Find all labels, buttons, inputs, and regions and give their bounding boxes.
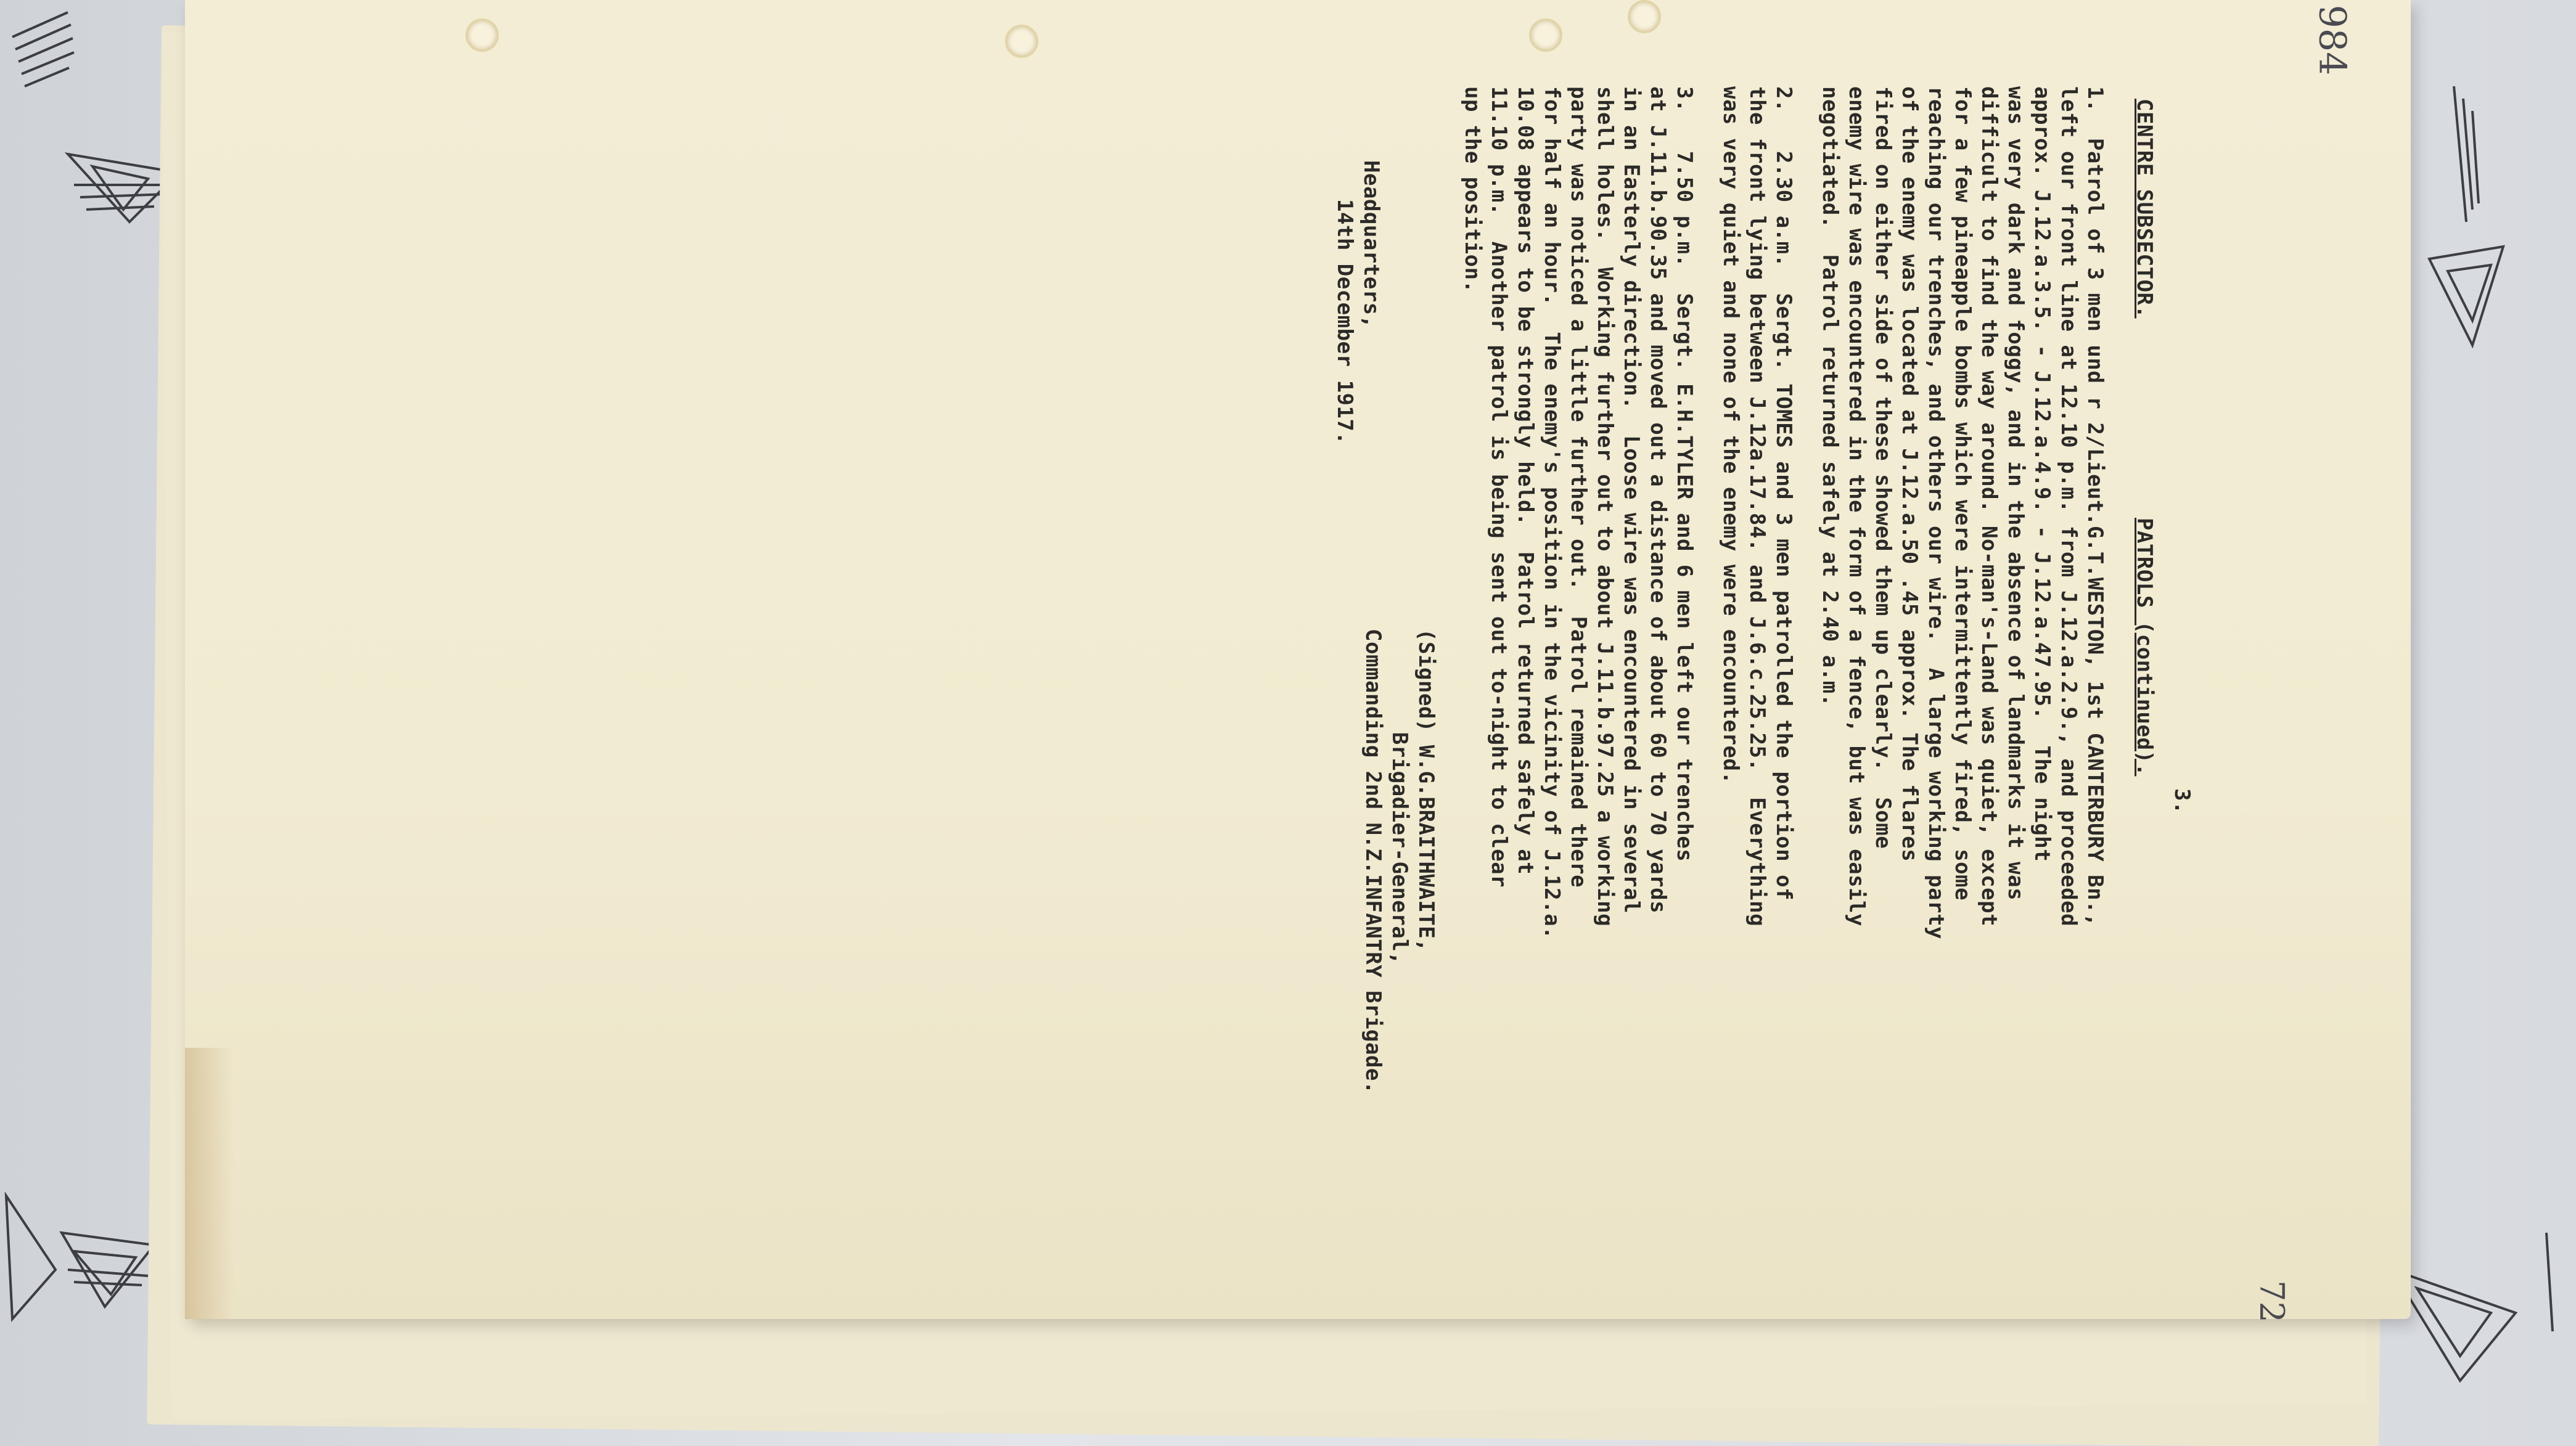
punch-hole xyxy=(1005,25,1038,58)
punch-hole xyxy=(466,18,499,52)
signature-line: (Signed) W.G.BRAITHWAITE, xyxy=(1414,629,1438,952)
text-line: was very quiet and none of the enemy were encountered. xyxy=(1718,86,1743,785)
footer-line: Headquarters, xyxy=(1359,160,1384,329)
signature-line: Commanding 2nd N.Z.INFANTRY Brigade. xyxy=(1361,629,1385,1094)
text-line: up the position. xyxy=(1460,86,1485,293)
punch-hole xyxy=(1628,0,1661,33)
text-line: for half an hour. The enemy's position in the vicinity of J.12.a. xyxy=(1540,86,1564,940)
signature-line: Brigadier-General, xyxy=(1387,629,1412,965)
text-line: 1. Patrol of 3 men und r 2/Lieut.G.T.WESTON, 1st CANTERBURY Bn., xyxy=(2083,86,2107,927)
text-line: 10.08 appears to be strongly held. Patrol returned safely at xyxy=(1513,86,1538,875)
text-line: for a few pineapple bombs which were intermittently fired, some xyxy=(1950,86,1975,901)
text-line: left our front line at 12.10 p.m. from J.12.a.2.9., and proceeded xyxy=(2056,86,2081,927)
text-line: party was noticed a little further out. Patrol remained there xyxy=(1566,86,1591,888)
text-line: the front lying between J.12a.17.84. and J.6.c.25.25. Everything xyxy=(1745,86,1770,927)
paragraph-3 xyxy=(1459,86,1697,1393)
folio-number-top: 984 xyxy=(2310,4,2354,76)
text-line: 11.10 p.m. Another patrol is being sent out to-night to clear xyxy=(1487,86,1511,888)
text-line: at J.11.b.90.35 and moved out a distance of about 60 to 70 yards xyxy=(1646,86,1670,914)
text-line: difficult to find the way around. No-man's-Land was quiet, except xyxy=(1977,86,2001,927)
edge-stain xyxy=(185,1048,234,1319)
punch-hole xyxy=(1529,18,1562,52)
text-line: shell holes. Working further out to about J.11.b.97.25 a working xyxy=(1593,86,1617,927)
footer-line: 14th December 1917. xyxy=(1332,160,1357,445)
text-line: approx. J.12.a.3.5. - J.12.a.4.9. - J.12.a.47.95. The night xyxy=(2030,86,2054,862)
paragraph-1 xyxy=(1816,86,2108,1393)
text-line: fired on either side of these showed them up clearly. Some xyxy=(1871,86,1895,849)
text-line: of the enemy was located at J.12.a.50 .45 approx. The flares xyxy=(1897,86,1922,862)
text-line: 3. 7.50 p.m. Sergt. E.H.TYLER and 6 men left our trenches xyxy=(1672,86,1697,862)
document-title: PATROLS (continued). xyxy=(2132,518,2157,777)
heading-row xyxy=(2114,86,2157,1393)
text-line: in an Easterly direction. Loose wire was encountered in several xyxy=(1619,86,1644,914)
text-line: was very dark and foggy, and in the absence of landmarks it was xyxy=(2003,86,2028,901)
folio-number-bottom: 72 xyxy=(2252,1280,2291,1323)
typed-report xyxy=(1331,86,2195,1393)
page-number: 3. xyxy=(2170,788,2194,814)
text-line: negotiated. Patrol returned safely at 2.40 a.m. xyxy=(1818,86,1842,707)
paragraph-2 xyxy=(1717,86,1797,1393)
section-heading: CENTRE SUBSECTOR. xyxy=(2132,99,2157,319)
text-line: enemy wire was encountered in the form of a fence, but was easily xyxy=(1844,86,1869,927)
text-line: 2. 2.30 a.m. Sergt. TOMES and 3 men patrolled the portion of xyxy=(1771,86,1796,901)
text-line: reaching our trenches, and others our wire. A large working party xyxy=(1924,86,1948,940)
